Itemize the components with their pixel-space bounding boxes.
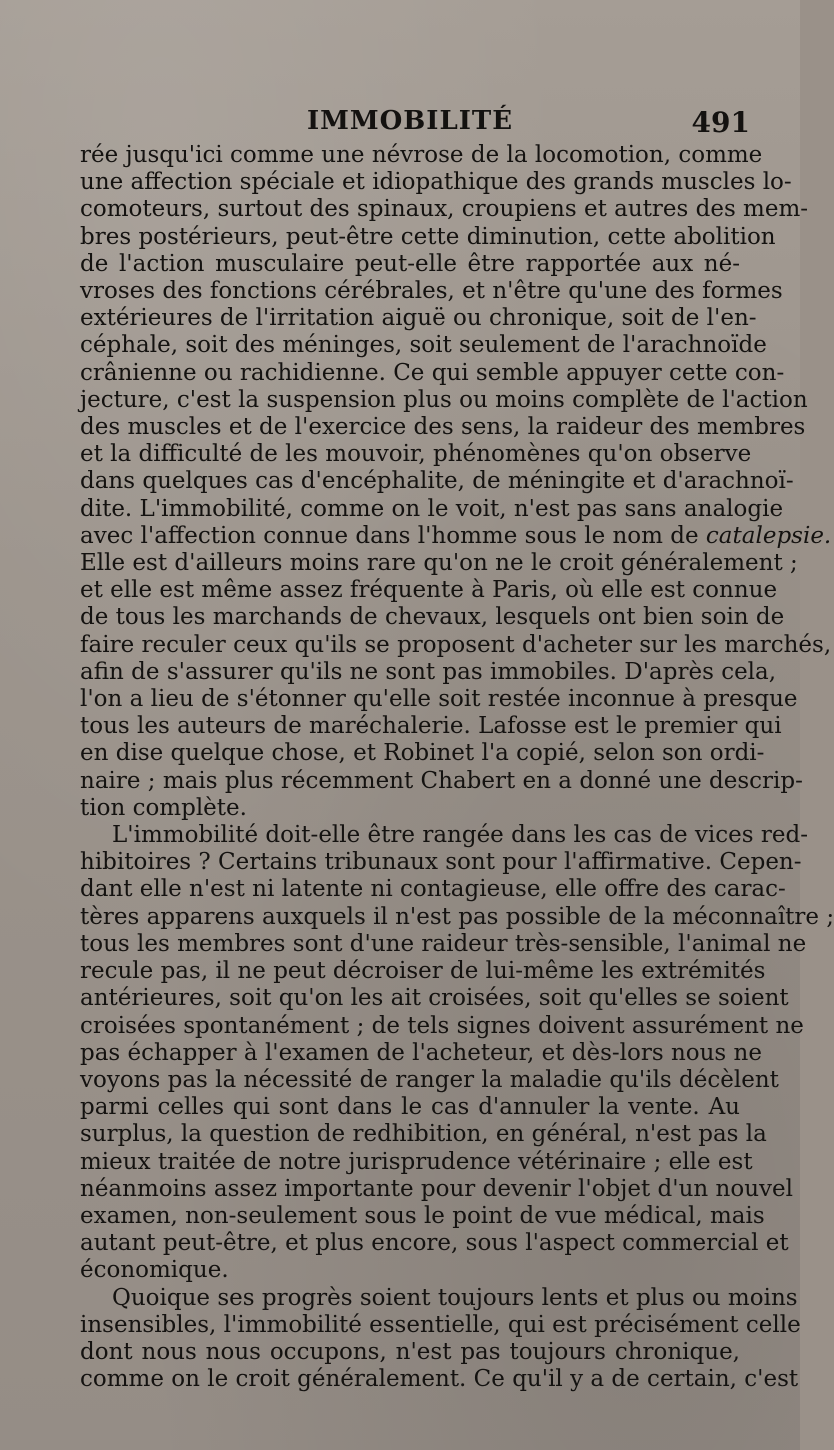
text-line: Quoique ses progrès soient toujours lents et plus ou moins (112, 1284, 798, 1311)
italic-term: catalepsie. (705, 522, 832, 549)
text-line: faire reculer ceux qu'ils se proposent d'acheter sur les marchés, (80, 631, 832, 658)
text-line: surplus, la question de redhibition, en général, n'est pas la (80, 1121, 767, 1148)
text-line: tion complète. (80, 794, 247, 821)
text-line: examen, non-seulement sous le point de vue médical, mais (80, 1202, 765, 1229)
page-number: 491 (691, 106, 750, 139)
text-line: dont nous nous occupons, n'est pas toujours chronique, (80, 1338, 740, 1365)
text-line: céphale, soit des méninges, soit seulement de l'arachnoïde (80, 332, 767, 359)
text-line: néanmoins assez importante pour devenir l'objet d'un nouvel (80, 1175, 793, 1202)
text-line: vroses des fonctions cérébrales, et n'être qu'une des formes (80, 278, 783, 305)
text-line: L'immobilité doit-elle être rangée dans les cas de vices red- (112, 822, 808, 849)
text-line: en dise quelque chose, et Robinet l'a copié, selon son ordi- (80, 740, 765, 767)
text-line: dant elle n'est ni latente ni contagieuse, elle offre des carac- (80, 876, 786, 903)
text-fragment: avec l'affection connue dans l'homme sous le nom de (80, 522, 706, 549)
text-line: jecture, c'est la suspension plus ou moins complète de l'action (80, 386, 808, 413)
text-line: dite. L'immobilité, comme on le voit, n'est pas sans analogie (80, 495, 784, 522)
paragraph-2 (80, 822, 834, 1284)
text-line: rée jusqu'ici comme une névrose de la locomotion, comme (80, 142, 763, 168)
text-line: Elle est d'ailleurs moins rare qu'on ne le croit généralement ; (80, 550, 798, 577)
text-line: crânienne ou rachidienne. Ce qui semble appuyer cette con- (80, 359, 785, 386)
text-line: naire ; mais plus récemment Chabert en a donné une descrip- (80, 767, 803, 794)
text-line-catalepsie (80, 522, 832, 550)
text-line: recule pas, il ne peut décroiser de lui-même les extrémités (80, 958, 766, 985)
text-line: comoteurs, surtout des spinaux, croupiens et autres des mem- (80, 196, 809, 223)
text-line: afin de s'assurer qu'ils ne sont pas immobiles. D'après cela, (80, 658, 777, 685)
text-line: voyons pas la nécessité de ranger la maladie qu'ils décèlent (80, 1066, 779, 1093)
text-line: et la difficulté de les mouvoir, phénomènes qu'on observe (80, 441, 752, 468)
text-line: tères apparens auxquels il n'est pas possible de la méconnaître ; (80, 903, 834, 930)
text-line: extérieures de l'irritation aiguë ou chronique, soit de l'en- (80, 305, 757, 332)
text-line: de l'action musculaire peut-elle être rapportée aux né- (80, 250, 740, 277)
text-line: croisées spontanément ; de tels signes doivent assurément ne (80, 1012, 804, 1039)
text-line: et elle est même assez fréquente à Paris, où elle est connue (80, 577, 778, 604)
text-line: hibitoires ? Certains tribunaux sont pour l'affirmative. Cepen- (80, 849, 802, 876)
text-line: bres postérieurs, peut-être cette diminution, cette abolition (80, 223, 776, 250)
page-header (80, 104, 750, 144)
text-line: parmi celles qui sont dans le cas d'annuler la vente. Au (80, 1094, 740, 1121)
paragraph-1 (80, 142, 832, 822)
text-line: des muscles et de l'exercice des sens, la raideur des membres (80, 414, 806, 441)
text-line: antérieures, soit qu'on les ait croisées, soit qu'elles se soient (80, 985, 789, 1012)
text-line: de tous les marchands de chevaux, lesquels ont bien soin de (80, 604, 785, 631)
text-line: tous les membres sont d'une raideur très-sensible, l'animal ne (80, 930, 807, 957)
text-line: mieux traitée de notre jurisprudence vétérinaire ; elle est (80, 1148, 753, 1175)
paragraph-3 (80, 1284, 801, 1394)
text-line: comme on le croit généralement. Ce qu'il y a de certain, c'est (80, 1366, 799, 1393)
text-line: autant peut-être, et plus encore, sous l'aspect commercial et (80, 1230, 789, 1257)
text-line: dans quelques cas d'encéphalite, de méningite et d'arachnoï- (80, 468, 794, 495)
text-line: pas échapper à l'examen de l'acheteur, et dès-lors nous ne (80, 1039, 762, 1066)
text-line: une affection spéciale et idiopathique des grands muscles lo- (80, 169, 792, 196)
text-line: économique. (80, 1257, 229, 1284)
text-line: tous les auteurs de maréchalerie. Lafosse est le premier qui (80, 713, 782, 740)
text-line: l'on a lieu de s'étonner qu'elle soit restée inconnue à presque (80, 686, 798, 713)
body-text (80, 142, 834, 1393)
running-title: IMMOBILITÉ (306, 106, 514, 136)
text-line: insensibles, l'immobilité essentielle, qui est précisément celle (80, 1311, 801, 1338)
